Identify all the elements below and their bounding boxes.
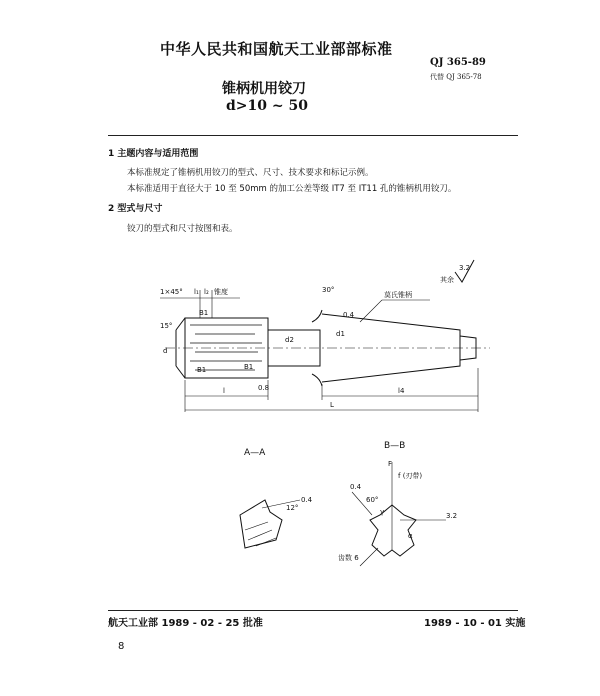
document-subtitle: d>10 ~ 50 bbox=[226, 98, 308, 114]
standard-org-title: 中华人民共和国航天工业部部标准 bbox=[160, 40, 393, 58]
bb-gamma-label: γ bbox=[380, 508, 385, 516]
chamfer-label: 1×45° bbox=[160, 288, 183, 296]
angle-30-label: 30° bbox=[322, 286, 335, 294]
bb-ref-label: f (刃带) bbox=[398, 472, 423, 480]
section-bb-label: B—B bbox=[384, 441, 406, 451]
val-08-label: 0.8 bbox=[258, 384, 270, 392]
angle-15-label: 15° bbox=[160, 322, 173, 330]
section-1-para-2: 本标准适用于直径大于 10 至 50mm 的加工公差等级 IT7 至 IT11 孔的锥柄机用铰刀。 bbox=[127, 184, 457, 194]
b1-left-label: B1 bbox=[197, 366, 207, 374]
implementation-date: 1989 - 10 - 01 实施 bbox=[424, 618, 526, 629]
section-aa-label: A—A bbox=[244, 448, 266, 458]
aa-val-label: 0.4 bbox=[301, 496, 313, 504]
b1-top-label: B1 bbox=[199, 309, 209, 317]
bb-alpha-label: α bbox=[408, 532, 413, 540]
standard-code: QJ 365-89 bbox=[430, 57, 486, 68]
aa-angle-label: 12° bbox=[286, 504, 299, 512]
footer-rule bbox=[108, 610, 518, 611]
bb-angle60-label: 60° bbox=[366, 496, 379, 504]
b1-bottom-label: B1 bbox=[244, 363, 254, 371]
l2-label: l₂ bbox=[204, 288, 209, 296]
approval-date: 航天工业部 1989 - 02 - 25 批准 bbox=[108, 618, 263, 629]
bb-teeth-label: 齿数 6 bbox=[338, 554, 359, 562]
bb-f-label: F bbox=[388, 460, 393, 468]
section-2-para-1: 铰刀的型式和尺寸按图和表。 bbox=[127, 224, 238, 234]
d-label: d bbox=[163, 347, 168, 355]
roughness-value: 3.2 bbox=[459, 264, 471, 272]
taper-mark-label: 锥度 bbox=[214, 288, 228, 296]
roughness-note: 其余 bbox=[440, 276, 454, 284]
section-1-heading: 1 主题内容与适用范围 bbox=[108, 149, 199, 159]
bb-val32-label: 3.2 bbox=[446, 512, 458, 520]
section-1-para-1: 本标准规定了锥柄机用铰刀的型式、尺寸、技术要求和标记示例。 bbox=[127, 168, 374, 178]
section-bb-profile bbox=[370, 505, 416, 556]
dim-l-label: l bbox=[223, 387, 225, 395]
morse-taper-label: 莫氏锥柄 bbox=[384, 291, 412, 299]
section-aa-profile bbox=[240, 500, 282, 548]
bb-val04-label: 0.4 bbox=[350, 483, 362, 491]
d2-label: d2 bbox=[285, 336, 294, 344]
document-title: 锥柄机用铰刀 bbox=[222, 81, 306, 97]
section-2-heading: 2 型式与尺寸 bbox=[108, 204, 163, 214]
val-04-label: 0.4 bbox=[343, 311, 355, 319]
dim-l4-label: l4 bbox=[398, 387, 405, 395]
page-number: 8 bbox=[118, 641, 125, 652]
dim-L-label: L bbox=[330, 401, 334, 409]
d1-label: d1 bbox=[336, 330, 345, 338]
replaces-code: 代替 QJ 365-78 bbox=[430, 73, 482, 81]
l1-label: l₁ bbox=[194, 288, 199, 296]
